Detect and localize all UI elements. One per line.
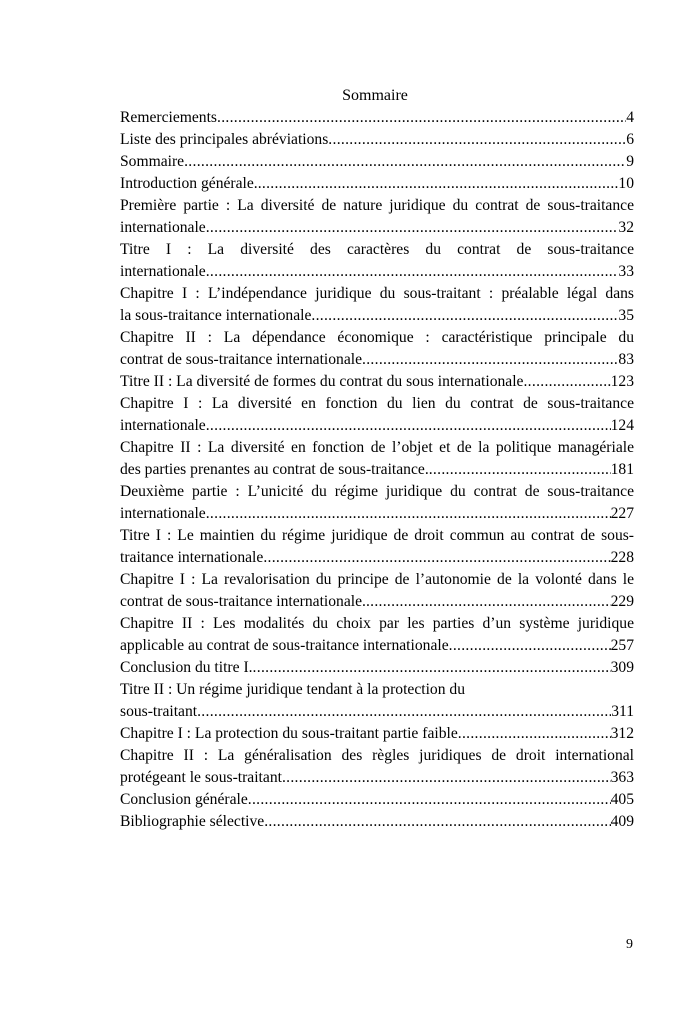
toc-entry-page: 33	[618, 263, 634, 280]
toc-entry-page: 228	[610, 549, 634, 566]
toc-entry-text: traitance internationale	[120, 549, 264, 566]
toc-entry-text: Chapitre I : La protection du sous-traitant partie faible	[120, 725, 458, 742]
toc-entry	[120, 129, 634, 151]
dot-leader	[258, 173, 619, 195]
toc-entry-text: protégeant le sous-traitant	[120, 769, 282, 786]
page-title: Sommaire	[342, 87, 408, 104]
toc-entry-line	[120, 129, 634, 151]
dot-leader	[206, 217, 619, 239]
toc-entry	[120, 283, 634, 327]
toc-entry	[120, 613, 634, 657]
toc-entry-text: Remerciements	[120, 109, 217, 126]
toc-entry-line	[120, 503, 634, 525]
dot-leader	[206, 415, 611, 437]
dot-leader	[206, 261, 619, 283]
toc-entry	[120, 195, 634, 239]
dot-leader	[523, 371, 610, 393]
toc-entry-line	[120, 107, 634, 129]
dot-leader	[449, 635, 611, 657]
toc-entry	[120, 107, 634, 129]
toc-entry-text: applicable au contrat de sous-traitance internationale	[120, 637, 449, 654]
toc-entry-line	[120, 415, 634, 437]
toc-entry-text: Chapitre II : La dépendance économique : caractéristique principale du	[120, 329, 634, 346]
table-of-contents	[120, 107, 634, 833]
toc-entry-text: Titre II : Un régime juridique tendant à la protection du	[120, 681, 465, 698]
toc-entry-page: 124	[610, 417, 634, 434]
toc-entry-text: Chapitre I : La diversité en fonction du lien du contrat de sous-traitance	[120, 395, 634, 412]
toc-entry-text: internationale	[120, 505, 206, 522]
toc-entry-text: des parties prenantes au contrat de sous-traitance.	[120, 461, 429, 478]
toc-entry	[120, 723, 634, 745]
toc-entry-line	[120, 591, 634, 613]
toc-entry-line	[120, 789, 634, 811]
toc-entry-text: Première partie : La diversité de nature juridique du contrat de sous-traitance	[120, 197, 634, 214]
toc-entry-line	[120, 701, 634, 723]
dot-leader	[328, 129, 626, 151]
toc-entry-page: 83	[618, 351, 634, 368]
page-number: 9	[626, 937, 633, 952]
toc-entry-page: 257	[610, 637, 634, 654]
toc-entry-page: 363	[610, 769, 634, 786]
toc-entry-text: sous-traitant	[120, 703, 198, 720]
toc-entry	[120, 679, 634, 723]
toc-entry-line	[120, 767, 634, 789]
dot-leader	[248, 789, 611, 811]
toc-entry-text: Chapitre II : La généralisation des règles juridiques de droit international	[120, 747, 634, 764]
toc-entry	[120, 327, 634, 371]
dot-leader	[282, 767, 611, 789]
toc-entry-line	[120, 723, 634, 745]
toc-entry-page: 9	[626, 153, 634, 170]
toc-entry-page: 6	[626, 131, 634, 148]
toc-entry-text: Titre II : La diversité de formes du contrat du sous internationale	[120, 373, 524, 390]
toc-entry-text: contrat de sous-traitance internationale.	[120, 593, 366, 610]
toc-entry-page: 311	[611, 703, 634, 720]
toc-entry	[120, 789, 634, 811]
toc-entry-page: 309	[610, 659, 634, 676]
dot-leader	[184, 151, 626, 173]
toc-entry-text: Titre I : Le maintien du régime juridique de droit commun au contrat de sous-	[120, 527, 634, 544]
dot-leader	[362, 349, 618, 371]
dot-leader	[263, 547, 610, 569]
toc-entry-line	[120, 349, 634, 371]
toc-entry-page: 32	[618, 219, 634, 236]
toc-entry-line	[120, 173, 634, 195]
toc-entry-text: Introduction générale.	[120, 175, 258, 192]
toc-entry-page: 4	[626, 109, 634, 126]
toc-entry-text: Chapitre II : La diversité en fonction de l’objet et de la politique managériale	[120, 439, 634, 456]
toc-entry-text: Chapitre I : L’indépendance juridique du sous-traitant : préalable légal dans	[120, 285, 634, 302]
toc-entry-line	[120, 151, 634, 173]
toc-entry-page: 35	[618, 307, 634, 324]
toc-entry	[120, 151, 634, 173]
dot-leader	[253, 657, 611, 679]
toc-entry-page: 10	[618, 175, 634, 192]
toc-entry-text: Chapitre II : Les modalités du choix par les parties d’un système juridique	[120, 615, 634, 632]
toc-entry-line	[120, 261, 634, 283]
dot-leader	[206, 503, 611, 525]
toc-entry-text: internationale	[120, 219, 206, 236]
toc-entry-text: Conclusion du titre I.	[120, 659, 253, 676]
toc-entry-page: 181	[610, 461, 634, 478]
toc-entry-line	[120, 371, 634, 393]
toc-entry-text: Chapitre I : La revalorisation du principe de l’autonomie de la volonté dans le	[120, 571, 634, 588]
toc-entry-text: internationale	[120, 263, 206, 280]
dot-leader	[197, 701, 611, 723]
toc-entry	[120, 525, 634, 569]
toc-entry-text: internationale	[120, 417, 206, 434]
toc-entry	[120, 371, 634, 393]
toc-entry	[120, 173, 634, 195]
toc-entry-line	[120, 459, 634, 481]
toc-entry-line	[120, 811, 634, 833]
toc-entry-text: la sous-traitance internationale	[120, 307, 312, 324]
toc-entry-text: Bibliographie sélective	[120, 813, 265, 830]
dot-leader	[366, 591, 611, 613]
toc-entry-line	[120, 635, 634, 657]
toc-entry	[120, 481, 634, 525]
toc-entry-text: Conclusion générale	[120, 791, 248, 808]
toc-entry-page: 405	[610, 791, 634, 808]
toc-entry-page: 229	[610, 593, 634, 610]
toc-entry-text: Deuxième partie : L’unicité du régime juridique du contrat de sous-traitance	[120, 483, 634, 500]
toc-entry-page: 409	[610, 813, 634, 830]
toc-entry	[120, 437, 634, 481]
dot-leader	[458, 723, 611, 745]
toc-entry-text: Liste des principales abréviations	[120, 131, 329, 148]
dot-leader	[429, 459, 611, 481]
dot-leader	[217, 107, 626, 129]
toc-entry	[120, 393, 634, 437]
toc-entry-line	[120, 657, 634, 679]
toc-entry-page: 123	[610, 373, 634, 390]
toc-entry-page: 312	[610, 725, 634, 742]
toc-entry-line	[120, 547, 634, 569]
toc-entry-line	[120, 217, 634, 239]
toc-entry	[120, 745, 634, 789]
toc-entry-text: Sommaire	[120, 153, 185, 170]
toc-entry	[120, 657, 634, 679]
toc-entry	[120, 239, 634, 283]
dot-leader	[311, 305, 618, 327]
dot-leader	[264, 811, 610, 833]
toc-entry-line	[120, 305, 634, 327]
toc-entry	[120, 811, 634, 833]
toc-entry-text: contrat de sous-traitance internationale	[120, 351, 363, 368]
toc-entry	[120, 569, 634, 613]
toc-entry-text: Titre I : La diversité des caractères du contrat de sous-traitance	[120, 241, 634, 258]
toc-entry-page: 227	[610, 505, 634, 522]
